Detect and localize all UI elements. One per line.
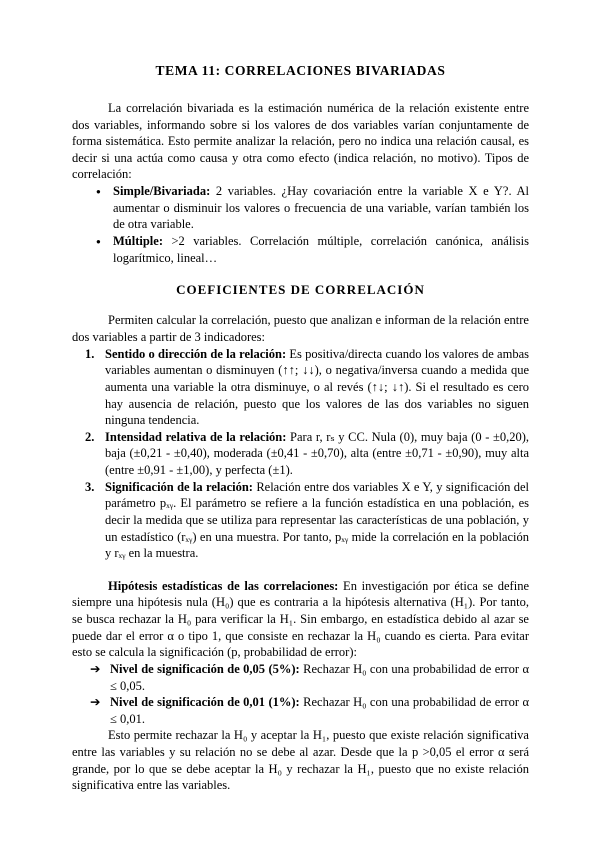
- arrow-item-body: Rechazar H₀ con una probabilidad de error α ≤ 0,01.: [110, 695, 529, 726]
- significance-levels-list: [72, 661, 529, 728]
- item-number: 2.: [85, 429, 95, 444]
- numbered-item-text: [105, 346, 529, 429]
- arrow-icon: ➔: [90, 695, 101, 710]
- numbered-item-label: Significación de la relación:: [105, 479, 253, 494]
- correlation-types-list: [72, 183, 529, 266]
- item-number: 3.: [85, 479, 95, 494]
- arrow-item-text: [110, 694, 529, 727]
- list-item-text: [113, 183, 529, 233]
- list-item-label: Simple/Bivariada:: [113, 184, 211, 199]
- list-item-body: 2 variables. ¿Hay covariación entre la variable X e Y?. Al aumentar o disminuir los valores o frecuencia de una variable, varían también los de otra variable.: [113, 184, 529, 232]
- hypothesis-label: Hipótesis estadísticas de las correlaciones:: [108, 578, 339, 593]
- numbered-item-text: [105, 479, 529, 562]
- closing-paragraph: Esto permite rechazar la H₀ y aceptar la H₁, puesto que existe relación significativa entre las variables y su relación no se debe al azar. Desde que la p >0,05 el error α será grande, por lo que se debe aceptar la H₀ y rechazar la H₁, puesto que no existe relación significativa entre las variables.: [72, 728, 529, 793]
- section-intro-paragraph: Permiten calcular la correlación, puesto que analizan e informan de la relación entre dos variables a partir de 3 indicadores:: [72, 313, 529, 345]
- item-number: 1.: [85, 346, 95, 361]
- section-heading: COEFICIENTES DE CORRELACIÓN: [176, 282, 425, 298]
- list-item-body: >2 variables. Correlación múltiple, correlación canónica, análisis logarítmico, lineal…: [113, 233, 529, 265]
- arrow-icon: ➔: [90, 661, 101, 676]
- arrow-item-label: Nivel de significación de 0,05 (5%):: [110, 661, 300, 676]
- list-item: [72, 233, 529, 266]
- bullet-icon: ●: [96, 187, 101, 197]
- numbered-item: [72, 346, 529, 429]
- hypothesis-paragraph: [72, 578, 529, 661]
- numbered-item-label: Intensidad relativa de la relación:: [105, 429, 287, 444]
- list-item-label: Múltiple:: [113, 233, 163, 248]
- arrow-item: [72, 694, 529, 727]
- numbered-item: [72, 429, 529, 479]
- numbered-item-body: Es positiva/directa cuando los valores de ambas variables aumentan o disminuyen (↑↑; ↓↓), o negativa/inversa cuando a medida que aumenta una variable la otra disminuye, o al revés (↑↓; ↓↑). Si el resultado es cero hay ausencia de relación, puesto que los valores de las dos variables no siguen ninguna tendencia.: [105, 346, 529, 428]
- arrow-item-body: Rechazar H₀ con una probabilidad de error α ≤ 0,05.: [110, 661, 529, 693]
- bullet-icon: ●: [96, 236, 101, 246]
- list-item-text: [113, 233, 529, 266]
- arrow-item-label: Nivel de significación de 0,01 (1%):: [110, 695, 300, 710]
- numbered-item-label: Sentido o dirección de la relación:: [105, 346, 287, 361]
- list-item: [72, 183, 529, 233]
- arrow-item: [72, 661, 529, 694]
- arrow-item-text: [110, 661, 529, 694]
- document-title: TEMA 11: CORRELACIONES BIVARIADAS: [155, 63, 446, 78]
- numbered-item-text: [105, 429, 529, 479]
- numbered-item: [72, 479, 529, 562]
- intro-paragraph: La correlación bivariada es la estimación numérica de la relación existente entre dos variables, informando sobre si los valores de dos variables varían conjuntamente de forma sistemática. Esto permite analizar la relación, pero no indica una relación causal, es decir si una actúa como causa y otra como efecto (indica relación, no motivo). Tipos de correlación:: [72, 100, 529, 182]
- indicators-list: [72, 346, 529, 562]
- numbered-item-body: Para r, rₛ y CC. Nula (0), muy baja (0 - ±0,20), baja (±0,21 - ±0,40), moderada (±0,41 - ±0,70), alta (entre ±0,71 - ±0,90), muy alta (entre ±0,91 - ±1,00), y perfecta (±1).: [105, 429, 530, 478]
- numbered-item-body: Relación entre dos variables X e Y, y significación del parámetro pₓᵧ. El parámetro se refiere a la función estadística en una población, es decir la medida que se utiliza para representar las características de una población, y un estadístico (rₓᵧ) en una muestra. Por tanto, pₓᵧ mide la correlación en la población y rₓᵧ en la muestra.: [105, 479, 529, 561]
- hypothesis-body: En investigación por ética se define siempre una hipótesis nula (H₀) que es contraria a la hipótesis alternativa (H₁). Por tanto, se busca rechazar la H₀ para verificar la H₁. Sin embargo, en estadística debido al azar se puede dar el error α o tipo 1, que consiste en rechazar la H₀ cuando es cierta. Para evitar esto se calcula la significación (p, probabilidad de error):: [72, 578, 529, 660]
